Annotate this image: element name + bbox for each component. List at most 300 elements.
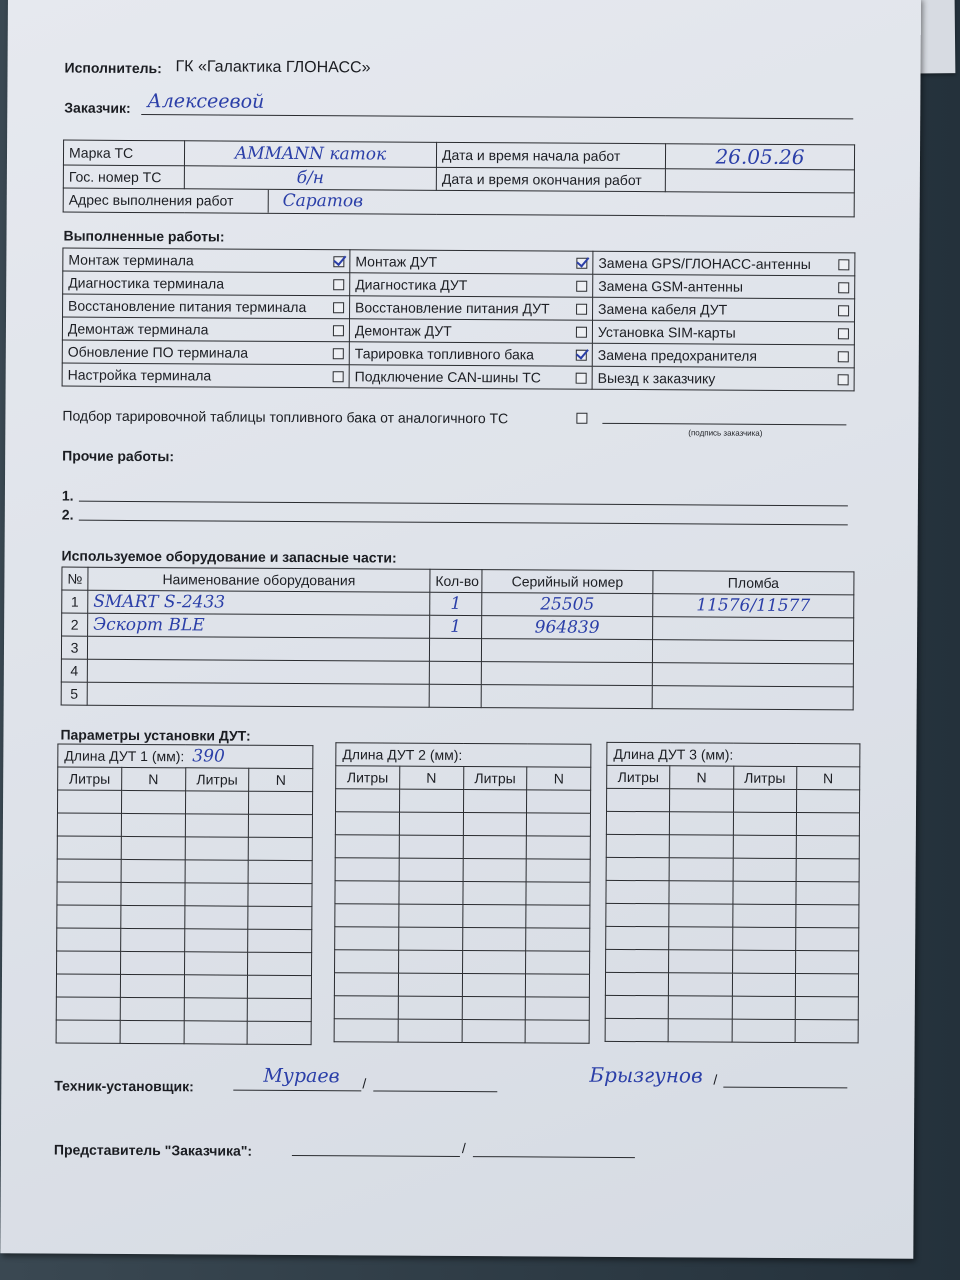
checked-box-icon[interactable] (333, 256, 344, 267)
work-item[interactable] (63, 271, 350, 296)
dut-cell (733, 789, 796, 812)
dut-cell (398, 927, 462, 950)
dut-cell (668, 1019, 731, 1042)
work-item[interactable] (349, 365, 592, 389)
work-item[interactable] (592, 343, 854, 368)
equipment-cell (430, 615, 482, 638)
equipment-cell (429, 638, 481, 661)
brand-value: AMMANN каток (234, 143, 387, 165)
dut-cell (185, 860, 249, 883)
work-item-label: Замена кабеля ДУТ (598, 300, 728, 318)
dut-length-label: Длина ДУТ 2 (мм): (342, 746, 463, 764)
dut-cell (796, 905, 859, 928)
other-title: Прочие работы: (62, 447, 175, 465)
dut-cell (795, 974, 858, 997)
dut-cell (398, 973, 462, 996)
equipment-cell (61, 659, 87, 682)
dut-cell (732, 996, 795, 1019)
equipment-header-cell: Кол-во (430, 569, 482, 592)
dut-cell (669, 835, 732, 858)
table-row (56, 974, 311, 999)
dut-table-1 (56, 744, 314, 1046)
handwritten-value: 11576/11577 (696, 595, 811, 617)
dut-cell (796, 836, 859, 859)
table-row (607, 788, 860, 813)
dut-table-3 (605, 742, 861, 1044)
dut-cell (525, 1020, 589, 1043)
dut-cell (526, 882, 590, 905)
work-item[interactable] (349, 319, 592, 343)
dut-cell (733, 835, 796, 858)
table-row (57, 951, 312, 976)
customer-line (141, 114, 853, 119)
dut-column-header: N (121, 767, 185, 790)
work-item-label: Замена GSM-антенны (598, 277, 743, 295)
handwritten-value: 1 (450, 616, 462, 637)
calibration-label: Подбор тарировочной таблицы топливного бака от аналогичного ТС (62, 407, 509, 427)
dut-cell (121, 813, 185, 836)
equipment-cell (87, 659, 429, 684)
dut-column-header: Литры (336, 766, 400, 789)
dut-cell (796, 790, 859, 813)
executor-label: Исполнитель: (64, 59, 162, 77)
work-item-label: Диагностика терминала (68, 274, 225, 292)
start-label: Дата и время начала работ (436, 142, 665, 168)
checkbox-icon[interactable] (333, 302, 344, 313)
tech-line-3 (723, 1087, 847, 1089)
dut-cell (526, 951, 590, 974)
dut-cell (463, 836, 527, 859)
dut-cell (56, 1020, 120, 1043)
start-value: 26.05.26 (715, 144, 805, 170)
rep-slash: / (461, 1140, 466, 1157)
dut-cell (248, 975, 312, 998)
equipment-cell (482, 616, 653, 640)
checkbox-icon[interactable] (576, 327, 587, 338)
table-row (57, 905, 312, 930)
checkbox-icon[interactable] (333, 279, 344, 290)
dut-column-header: Литры (58, 767, 122, 790)
dut-cell (606, 949, 669, 972)
table-row (57, 859, 312, 884)
dut-cell (462, 905, 526, 928)
dut-cell (796, 813, 859, 836)
plate-value: б/н (296, 167, 325, 189)
row-number: 5 (70, 685, 79, 702)
equipment-cell (482, 593, 653, 617)
work-item[interactable] (62, 317, 349, 342)
equipment-cell (87, 636, 429, 661)
work-item-label: Установка SIM-карты (597, 323, 736, 341)
works-row (62, 363, 854, 391)
dut-cell (335, 858, 399, 881)
equipment-header-cell: № (62, 567, 88, 590)
dut-cell (120, 997, 184, 1020)
checkbox-icon[interactable] (576, 281, 587, 292)
checkbox-icon[interactable] (838, 351, 849, 362)
end-label: Дата и время окончания работ (436, 167, 665, 191)
brand-label: Марка ТС (63, 140, 184, 166)
dut-cell (249, 791, 313, 814)
dut-cell (399, 812, 463, 835)
equipment-header-cell: Пломба (653, 571, 854, 595)
work-item[interactable] (593, 251, 855, 276)
work-item-label: Диагностика ДУТ (355, 276, 468, 294)
checkbox-icon[interactable] (333, 348, 344, 359)
dut-cell (669, 973, 732, 996)
dut-cell (334, 1019, 398, 1042)
dut-cell (184, 952, 248, 975)
dut-cell (121, 790, 185, 813)
work-item-label: Демонтаж терминала (67, 320, 209, 338)
dut-cell (120, 928, 184, 951)
work-item-label: Тарировка топливного бака (354, 345, 535, 363)
dut-column-header: Литры (607, 765, 670, 788)
work-item[interactable] (62, 363, 349, 388)
dut-cell (185, 837, 249, 860)
address-label: Адрес выполнения работ (64, 189, 269, 213)
work-item[interactable] (593, 274, 855, 299)
customer-label: Заказчик: (64, 99, 131, 116)
work-item[interactable] (63, 248, 350, 273)
rep-line-1 (292, 1155, 460, 1157)
table-row (335, 927, 590, 952)
dut-cell (670, 812, 733, 835)
dut-cell (121, 836, 185, 859)
checkbox-icon[interactable] (838, 328, 849, 339)
table-row (335, 858, 590, 883)
tech-slash-2: / (713, 1071, 718, 1088)
dut-column-header: N (527, 767, 591, 790)
tech-signature-1: Мураев (263, 1064, 340, 1088)
table-row (57, 790, 312, 815)
handwritten-value: 964839 (534, 617, 600, 638)
dut-cell (248, 860, 312, 883)
dut-length-cell (58, 744, 313, 769)
dut-cell (334, 996, 398, 1019)
dut-cell (184, 975, 248, 998)
dut-cell (527, 790, 591, 813)
equipment-cell (481, 662, 652, 686)
work-item[interactable] (63, 294, 350, 319)
dut-cell (462, 974, 526, 997)
checkbox-icon[interactable] (838, 259, 849, 270)
dut-cell (185, 791, 249, 814)
equipment-cell (653, 617, 854, 641)
dut-column-header: N (796, 767, 859, 790)
dut-cell (795, 951, 858, 974)
dut-title: Параметры установки ДУТ: (60, 726, 251, 744)
work-item-label: Подключение CAN-шины ТС (354, 368, 541, 386)
dut-cell (247, 1021, 311, 1044)
equipment-cell (88, 590, 430, 615)
equipment-cell (87, 682, 429, 707)
equipment-cell (653, 594, 854, 618)
equipment-cell (481, 639, 652, 663)
vehicle-table (63, 140, 855, 218)
work-item[interactable] (350, 273, 593, 297)
row-number: 4 (70, 662, 79, 679)
work-item-label: Восстановление питания ДУТ (355, 299, 550, 317)
dut-cell (335, 881, 399, 904)
dut-cell (248, 952, 312, 975)
table-row (57, 836, 312, 861)
dut-cell (336, 789, 400, 812)
table-row (606, 857, 859, 882)
dut-cell (56, 997, 120, 1020)
dut-cell (732, 904, 795, 927)
dut-cell (399, 858, 463, 881)
table-row (56, 997, 311, 1022)
table-row (57, 928, 312, 953)
dut-length-cell (607, 742, 860, 767)
dut-cell (462, 1020, 526, 1043)
dut-cell (248, 883, 312, 906)
equipment-cell (652, 640, 853, 664)
dut-cell (247, 998, 311, 1021)
work-item[interactable] (62, 340, 349, 365)
table-row (335, 904, 590, 929)
handwritten-value: SMART S-2433 (93, 591, 226, 613)
tech-slash: / (362, 1075, 367, 1092)
end-value (665, 169, 854, 193)
table-row (336, 789, 591, 814)
dut-cell (527, 813, 591, 836)
dut-cell (526, 859, 590, 882)
checkbox-icon[interactable] (838, 374, 849, 385)
customer-handwritten: Алексеевой (147, 90, 265, 113)
dut-cell (732, 950, 795, 973)
dut-cell (670, 789, 733, 812)
calibration-checkbox[interactable] (575, 410, 587, 426)
dut-cell (184, 883, 248, 906)
other-line-2 (79, 520, 848, 526)
handwritten-value: 25505 (540, 594, 595, 615)
dut-column-header: Литры (733, 766, 796, 789)
equipment-cell (62, 613, 88, 636)
checkbox-icon[interactable] (838, 305, 849, 316)
dut-cell (732, 1019, 795, 1042)
tech-label: Техник-установщик: (54, 1077, 194, 1095)
row-number: 3 (70, 639, 79, 656)
equipment-cell (61, 682, 87, 705)
dut-column-header: Литры (463, 767, 527, 790)
dut-column-header: N (249, 768, 313, 791)
checkbox-icon[interactable] (838, 282, 849, 293)
dut-cell (796, 859, 859, 882)
work-item-label: Выезд к заказчику (597, 369, 716, 387)
dut-cell (57, 859, 121, 882)
dut-cell (120, 1020, 184, 1043)
work-item[interactable] (592, 366, 854, 391)
work-item-label: Монтаж ДУТ (355, 253, 438, 270)
dut-length-label: Длина ДУТ 1 (мм): (64, 747, 185, 765)
equipment-cell (429, 684, 481, 707)
signature-caption: (подпись заказчика) (688, 428, 763, 438)
dut-cell (56, 974, 120, 997)
other-item-1: 1. (61, 487, 74, 504)
dut-cell (607, 788, 670, 811)
work-item-label: Монтаж терминала (68, 251, 194, 269)
table-row (56, 1020, 311, 1045)
equipment-header-cell: Серийный номер (482, 570, 653, 594)
works-table (62, 248, 856, 392)
table-row (335, 835, 590, 860)
dut-cell (462, 928, 526, 951)
table-row (334, 973, 589, 998)
table-row (606, 880, 859, 905)
dut-cell (248, 906, 312, 929)
dut-cell (462, 997, 526, 1020)
dut-cell (669, 881, 732, 904)
tech-line-1 (233, 1090, 361, 1092)
equipment-cell (61, 636, 87, 659)
checked-box-icon[interactable] (576, 258, 587, 269)
table-row (606, 926, 859, 951)
equipment-header-cell: Наименование оборудования (88, 567, 430, 592)
dut-cell (57, 836, 121, 859)
table-row (605, 1018, 858, 1043)
dut-cell (57, 882, 121, 905)
dut-cell (57, 928, 121, 951)
dut-cell (668, 996, 731, 1019)
table-row (605, 995, 858, 1020)
dut-cell (669, 950, 732, 973)
executor-value: ГК «Галактика ГЛОНАСС» (175, 58, 371, 77)
row-number: 2 (70, 616, 79, 633)
dut-cell (57, 905, 121, 928)
dut-cell (248, 929, 312, 952)
dut-table-2 (334, 742, 592, 1044)
dut-cell (795, 997, 858, 1020)
checkbox-icon[interactable] (576, 304, 587, 315)
dut-cell (606, 903, 669, 926)
work-item-label: Демонтаж ДУТ (354, 322, 452, 339)
dut-cell (606, 857, 669, 880)
dut-cell (795, 928, 858, 951)
table-row (334, 996, 589, 1021)
checkbox-icon[interactable] (333, 325, 344, 336)
work-item[interactable] (592, 320, 854, 345)
work-item[interactable] (350, 296, 593, 320)
dut-cell (526, 905, 590, 928)
dut-cell (605, 995, 668, 1018)
work-item-label: Замена GPS/ГЛОНАСС-антенны (598, 254, 811, 273)
table-row (605, 972, 858, 997)
dut-cell (795, 1020, 858, 1043)
table-row (606, 903, 859, 928)
table-row (335, 881, 590, 906)
dut-length-label: Длина ДУТ 3 (мм): (613, 745, 734, 763)
dut-cell (605, 972, 668, 995)
dut-cell (57, 813, 121, 836)
dut-cell (525, 997, 589, 1020)
table-row (57, 882, 312, 907)
dut-cell (335, 835, 399, 858)
table-row (335, 812, 590, 837)
other-line-1 (79, 501, 848, 507)
equipment-cell (62, 590, 88, 613)
plate-label: Гос. номер ТС (63, 165, 184, 189)
work-item[interactable] (593, 297, 855, 322)
dut-cell (732, 881, 795, 904)
equipment-cell (430, 592, 482, 615)
dut-cell (57, 951, 121, 974)
dut-cell (732, 927, 795, 950)
dut-cell (57, 790, 121, 813)
dut-cell (335, 904, 399, 927)
dut-cell (334, 973, 398, 996)
dut-cell (462, 882, 526, 905)
dut-cell (669, 858, 732, 881)
work-item[interactable] (349, 342, 592, 366)
dut-cell (398, 950, 462, 973)
work-item-label: Настройка терминала (67, 366, 212, 384)
dut-cell (606, 834, 669, 857)
dut-cell (184, 998, 248, 1021)
tech-signature-2: Брызгунов (589, 1062, 703, 1088)
equipment-title: Используемое оборудование и запасные части: (61, 547, 397, 566)
dut-cell (463, 859, 527, 882)
work-item-label: Замена предохранителя (597, 346, 758, 364)
work-item[interactable] (350, 250, 593, 274)
table-row (57, 813, 312, 838)
table-row (334, 1019, 589, 1044)
equipment-table (61, 567, 855, 711)
checkbox-icon[interactable] (576, 373, 587, 384)
equipment-cell (652, 663, 853, 687)
dut-cell (733, 812, 796, 835)
dut-cell (606, 811, 669, 834)
dut-column-header: N (670, 766, 733, 789)
dut-cell (184, 929, 248, 952)
checked-box-icon[interactable] (576, 350, 587, 361)
dut-cell (669, 927, 732, 950)
table-row (61, 682, 853, 710)
checkbox-icon[interactable] (333, 371, 344, 382)
dut-cell (184, 906, 248, 929)
dut-cell (249, 814, 313, 837)
dut-cell (605, 1018, 668, 1041)
dut-cell (399, 881, 463, 904)
dut-cell (399, 789, 463, 812)
handwritten-value: Эскорт BLE (93, 614, 205, 636)
dut-cell (184, 1021, 248, 1044)
equipment-cell (481, 685, 652, 709)
table-row (335, 950, 590, 975)
dut-cell (120, 974, 184, 997)
dut-cell (796, 882, 859, 905)
dut-cell (121, 882, 185, 905)
handwritten-value: 1 (450, 593, 462, 614)
dut-cell (335, 812, 399, 835)
tech-line-2 (373, 1090, 497, 1092)
equipment-cell (88, 613, 430, 638)
dut-cell (526, 974, 590, 997)
dut-cell (606, 880, 669, 903)
work-item-label: Обновление ПО терминала (67, 343, 249, 361)
other-item-2: 2. (61, 506, 74, 523)
dut-cell (463, 790, 527, 813)
dut-cell (398, 996, 462, 1019)
table-row (606, 811, 859, 836)
dut-cell (463, 813, 527, 836)
rep-label: Представитель "Заказчика": (53, 1141, 253, 1159)
dut-cell (399, 835, 463, 858)
dut-column-header: N (399, 766, 463, 789)
dut-cell (398, 1019, 462, 1042)
equipment-cell (652, 686, 853, 710)
